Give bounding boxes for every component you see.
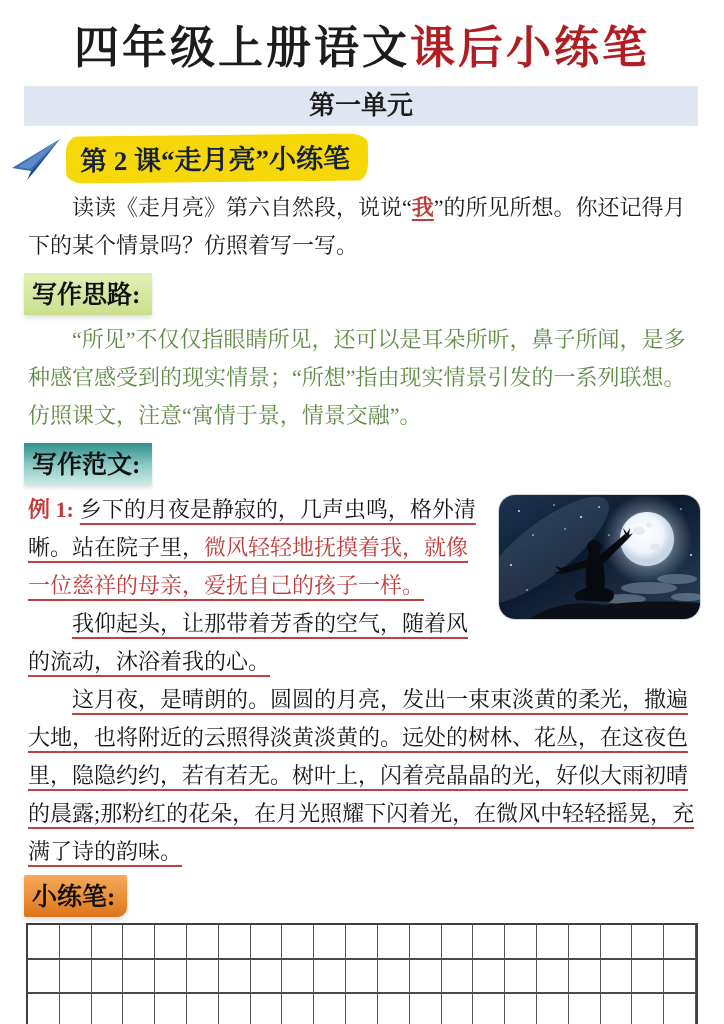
grid-cell [60, 994, 92, 1024]
page-title [10, 18, 714, 78]
grid-cell [473, 925, 505, 960]
intro-pre: 读读《走月亮》第六自然段，说说“ [72, 195, 412, 220]
grid-cell [314, 994, 346, 1024]
grid-cell [505, 960, 537, 995]
grid-cell [187, 960, 219, 995]
grid-cell [601, 994, 633, 1024]
grid-cell [442, 960, 474, 995]
grid-cell [346, 994, 378, 1024]
grid-cell [155, 925, 187, 960]
grid-cell [537, 960, 569, 995]
grid-cell [632, 960, 664, 995]
grid-cell [251, 960, 283, 995]
grid-cell [601, 960, 633, 995]
grid-cell [155, 994, 187, 1024]
example-block [28, 491, 700, 871]
grid-cell [92, 994, 124, 1024]
grid-cell [664, 960, 696, 995]
grid-cell [569, 960, 601, 995]
writing-grid [26, 923, 698, 1024]
grid-cell [219, 994, 251, 1024]
grid-cell [505, 925, 537, 960]
grid-cell [219, 925, 251, 960]
grid-cell [664, 925, 696, 960]
grid-cell [632, 994, 664, 1024]
grid-cell [251, 925, 283, 960]
grid-cell [664, 994, 696, 1024]
grid-cell [282, 960, 314, 995]
grid-cell [28, 960, 60, 995]
grid-cell [346, 925, 378, 960]
example-paragraph-2: 我仰起头，让那带着芳香的空气，随着风的流动，沐浴着我的心。 [28, 611, 469, 674]
example-label: 例 1: [28, 497, 74, 522]
grid-cell [187, 925, 219, 960]
grid-cell [537, 925, 569, 960]
grid-cell [569, 925, 601, 960]
writing-idea-text: “所见”不仅仅指眼睛所见，还可以是耳朵所听，鼻子所闻，是多种感官感受到的现实情景；“所想”指由现实情景引发的一系列联想。仿照课文，注意“寓情于景，情景交融”。 [28, 327, 686, 428]
grid-cell [410, 925, 442, 960]
grid-cell [378, 960, 410, 995]
intro-highlight-word: 我 [411, 195, 434, 220]
grid-cell [60, 925, 92, 960]
page-title-black: 四年级上册语文 [73, 23, 410, 73]
paper-plane-icon [10, 136, 62, 180]
grid-cell [473, 960, 505, 995]
grid-cell [314, 960, 346, 995]
grid-cell [314, 925, 346, 960]
grid-cell [410, 960, 442, 995]
intro-post: ”的所见所想。你还记得月下的某个情景吗？仿照着写一写。 [28, 195, 686, 258]
intro-paragraph [28, 189, 700, 265]
example-p1-red: 微风轻轻地抚摸着我，就像一位慈祥的母亲，爱抚自己的孩子一样。 [28, 535, 469, 598]
grid-cell [378, 994, 410, 1024]
grid-cell [569, 994, 601, 1024]
grid-cell [123, 960, 155, 995]
grid-cell [123, 925, 155, 960]
grid-cell [632, 925, 664, 960]
grid-cell [282, 994, 314, 1024]
grid-cell [187, 994, 219, 1024]
grid-cell [251, 994, 283, 1024]
grid-cell [442, 994, 474, 1024]
lesson-heading: 第 2 课“走月亮”小练笔 [66, 133, 368, 183]
grid-cell [28, 925, 60, 960]
lesson-heading-row [10, 135, 724, 181]
grid-cell [155, 960, 187, 995]
example-p1-black: 乡下的月夜是静寂的，几声虫鸣，格外清晰。站在院子里， [28, 497, 476, 560]
page-title-red: 课后小练笔 [410, 23, 651, 73]
unit-banner: 第一单元 [24, 86, 698, 126]
grid-cell [410, 994, 442, 1024]
example-paragraph-3: 这月夜，是晴朗的。圆圆的月亮，发出一束束淡黄的柔光，撒遍大地，也将附近的云照得淡黄淡黄的。远处的树林、花丛，在这夜色里，隐隐约约，若有若无。树叶上，闪着亮晶晶的光，好似大雨初晴的晨露;那粉红的花朵，在月光照耀下闪着光，在微风中轻轻摇晃，充满了诗的韵味。 [28, 687, 695, 864]
grid-cell [505, 994, 537, 1024]
grid-cell [378, 925, 410, 960]
grid-cell [28, 994, 60, 1024]
writing-idea-label: 写作思路: [24, 273, 152, 315]
grid-cell [123, 994, 155, 1024]
grid-cell [473, 994, 505, 1024]
grid-cell [282, 925, 314, 960]
grid-cell [346, 960, 378, 995]
grid-cell [92, 960, 124, 995]
moon-image [499, 495, 700, 619]
sample-essay-label: 写作范文: [24, 443, 152, 485]
grid-cell [219, 960, 251, 995]
grid-cell [537, 994, 569, 1024]
grid-cell [442, 925, 474, 960]
grid-cell [60, 960, 92, 995]
practice-label: 小练笔: [24, 875, 127, 917]
grid-cell [92, 925, 124, 960]
grid-cell [601, 925, 633, 960]
